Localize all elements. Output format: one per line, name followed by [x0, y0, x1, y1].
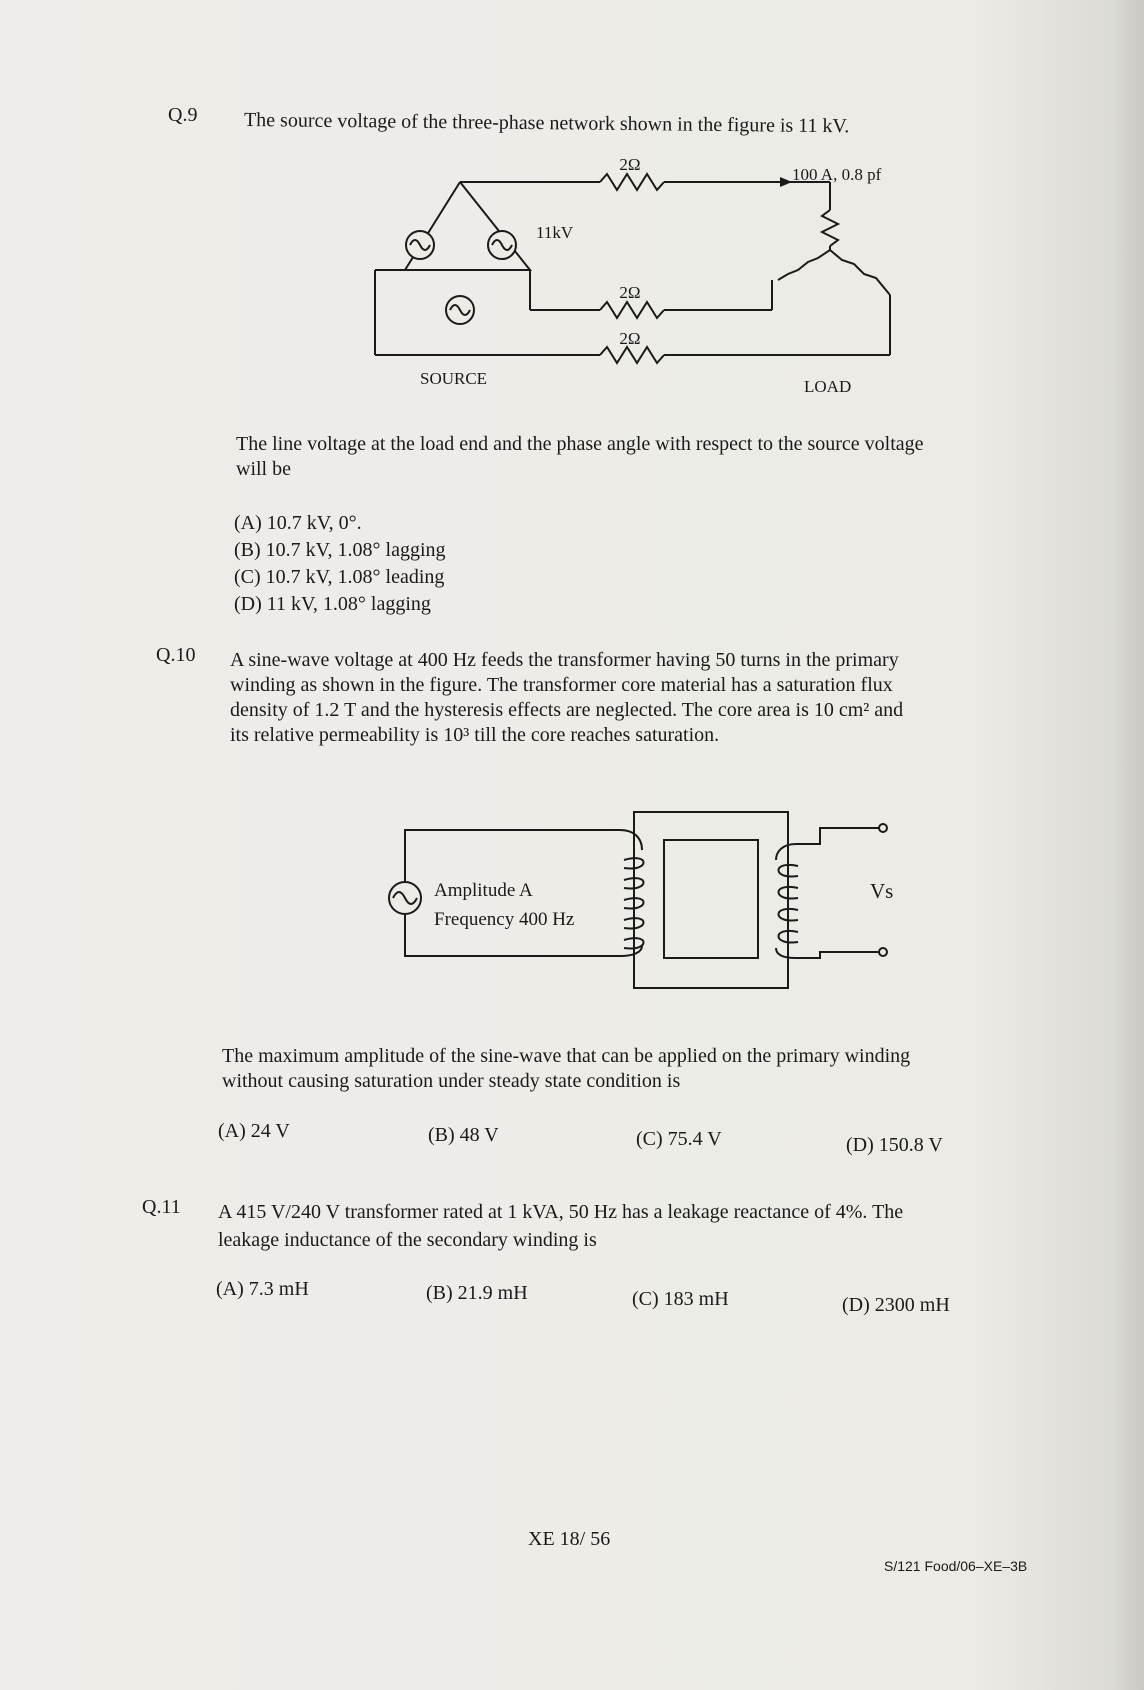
q9-r-mid: 2Ω: [619, 283, 641, 302]
q9-circuit-diagram: [360, 150, 920, 410]
q11-number: Q.11: [142, 1196, 181, 1218]
document-code: S/121 Food/06–XE–3B: [884, 1558, 1028, 1574]
q10-vs-label: Vs: [870, 879, 894, 903]
q9-stem: The source voltage of the three-phase network shown in the figure is 11 kV.: [243, 109, 850, 138]
q9-option-b: (B) 10.7 kV, 1.08° lagging: [234, 539, 446, 561]
q9-option-a: (A) 10.7 kV, 0°.: [234, 512, 362, 534]
q10-option-d: (D) 150.8 V: [846, 1134, 943, 1156]
q10-number: Q.10: [156, 644, 196, 666]
q10-option-a: (A) 24 V: [218, 1120, 290, 1142]
q11-stem-line2: leakage inductance of the secondary winding is: [218, 1229, 597, 1251]
q10-option-c: (C) 75.4 V: [636, 1128, 722, 1150]
q10-frequency-label: Frequency 400 Hz: [434, 909, 575, 930]
q11-option-c: (C) 183 mH: [632, 1288, 729, 1310]
q11-option-b: (B) 21.9 mH: [426, 1282, 528, 1304]
q9-option-d: (D) 11 kV, 1.08° lagging: [234, 593, 431, 615]
q10-amplitude-label: Amplitude A: [434, 880, 533, 901]
q10-transformer-diagram: [380, 800, 900, 1000]
q10-stem-line4: its relative permeability is 10³ till the core reaches saturation.: [230, 724, 720, 746]
q9-r-top: 2Ω: [619, 155, 641, 174]
source-ac-icon-3: [446, 296, 474, 324]
q9-option-c: (C) 10.7 kV, 1.08° leading: [234, 566, 445, 588]
page-number: XE 18/ 56: [528, 1528, 611, 1550]
q9-question-line1: The line voltage at the load end and the phase angle with respect to the source voltage: [236, 433, 924, 455]
q9-number: Q.9: [168, 104, 198, 126]
q11-option-d: (D) 2300 mH: [842, 1294, 950, 1316]
ac-source-icon: [389, 882, 421, 914]
q11-stem-line1: A 415 V/240 V transformer rated at 1 kVA, 50 Hz has a leakage reactance of 4%. The: [218, 1201, 904, 1223]
q9-source-label: SOURCE: [420, 369, 488, 388]
q9-r-bot: 2Ω: [619, 329, 641, 348]
q10-question-line1: The maximum amplitude of the sine-wave that can be applied on the primary winding: [222, 1045, 911, 1067]
q10-question-line2: without causing saturation under steady state condition is: [222, 1070, 681, 1092]
q9-source-voltage: 11kV: [536, 223, 574, 242]
source-ac-icon-2: [488, 231, 516, 259]
q10-stem-line3: density of 1.2 T and the hysteresis effects are neglected. The core area is 10 cm² and: [230, 699, 904, 721]
q9-current-label: 100 A, 0.8 pf: [792, 165, 882, 184]
q10-stem-line2: winding as shown in the figure. The transformer core material has a saturation flux: [230, 674, 893, 696]
q9-question-line2: will be: [236, 458, 291, 480]
q11-option-a: (A) 7.3 mH: [216, 1278, 309, 1300]
q9-load-label: LOAD: [804, 377, 852, 396]
q10-option-b: (B) 48 V: [428, 1124, 499, 1146]
q10-stem-line1: A sine-wave voltage at 400 Hz feeds the transformer having 50 turns in the primary: [230, 649, 899, 671]
source-ac-icon-1: [406, 231, 434, 259]
